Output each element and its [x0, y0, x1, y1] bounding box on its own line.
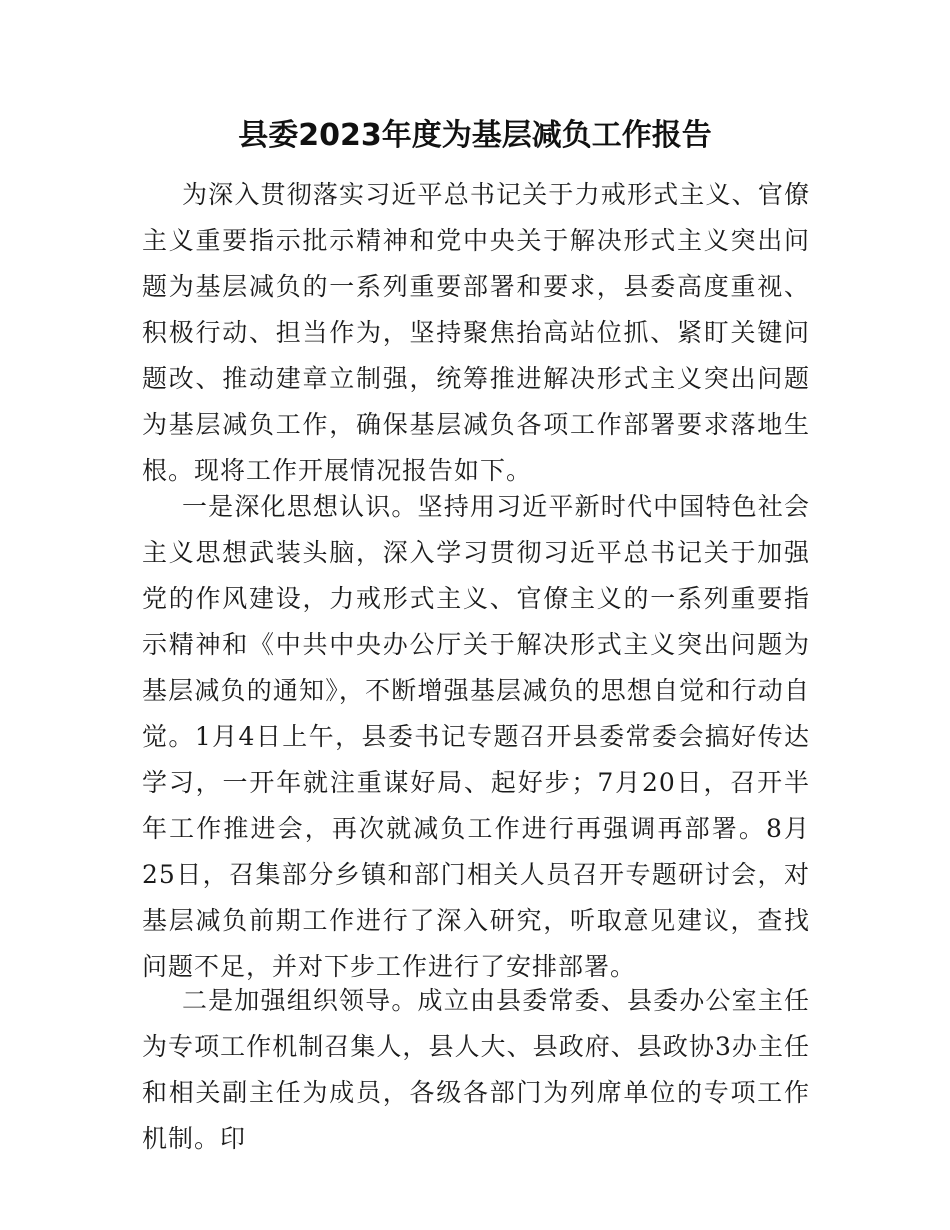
document-title: 县委2023年度为基层减负工作报告: [238, 118, 712, 153]
paragraph-section-1: 一是深化思想认识。坚持用习近平新时代中国特色社会主义思想武装头脑，深入学习贯彻习近平总书记关于加强党的作风建设，力戒形式主义、官僚主义的一系列重要指示精神和《中共中央办公厅关于解决形式主义突出问题为基层减负的通知》，不断增强基层减负的思想自觉和行动自觉。1月4日上午，县委书记专题召开县委常委会搞好传达学习，一开年就注重谋好局、起好步；7月20日，召开半年工作推进会，再次就减负工作进行再强调再部署。8月25日，召集部分乡镇和部门相关人员召开专题研讨会，对基层减负前期工作进行了深入研究，听取意见建议，查找问题不足，并对下步工作进行了安排部署。: [142, 492, 810, 981]
paragraph-section-2-block: [142, 978, 810, 1162]
paragraph-section-1-block: [142, 484, 810, 990]
paragraph-intro-block: [142, 172, 810, 494]
paragraph-section-2: 二是加强组织领导。成立由县委常委、县委办公室主任为专项工作机制召集人，县人大、县政府、县政协3办主任和相关副主任为成员，各级各部门为列席单位的专项工作机制。印: [142, 986, 810, 1153]
paragraph-intro: 为深入贯彻落实习近平总书记关于力戒形式主义、官僚主义重要指示批示精神和党中央关于解决形式主义突出问题为基层减负的一系列重要部署和要求，县委高度重视、积极行动、担当作为，坚持聚焦抬高站位抓、紧盯关键问题改、推动建章立制强，统筹推进解决形式主义突出问题为基层减负工作，确保基层减负各项工作部署要求落地生根。现将工作开展情况报告如下。: [142, 180, 810, 485]
